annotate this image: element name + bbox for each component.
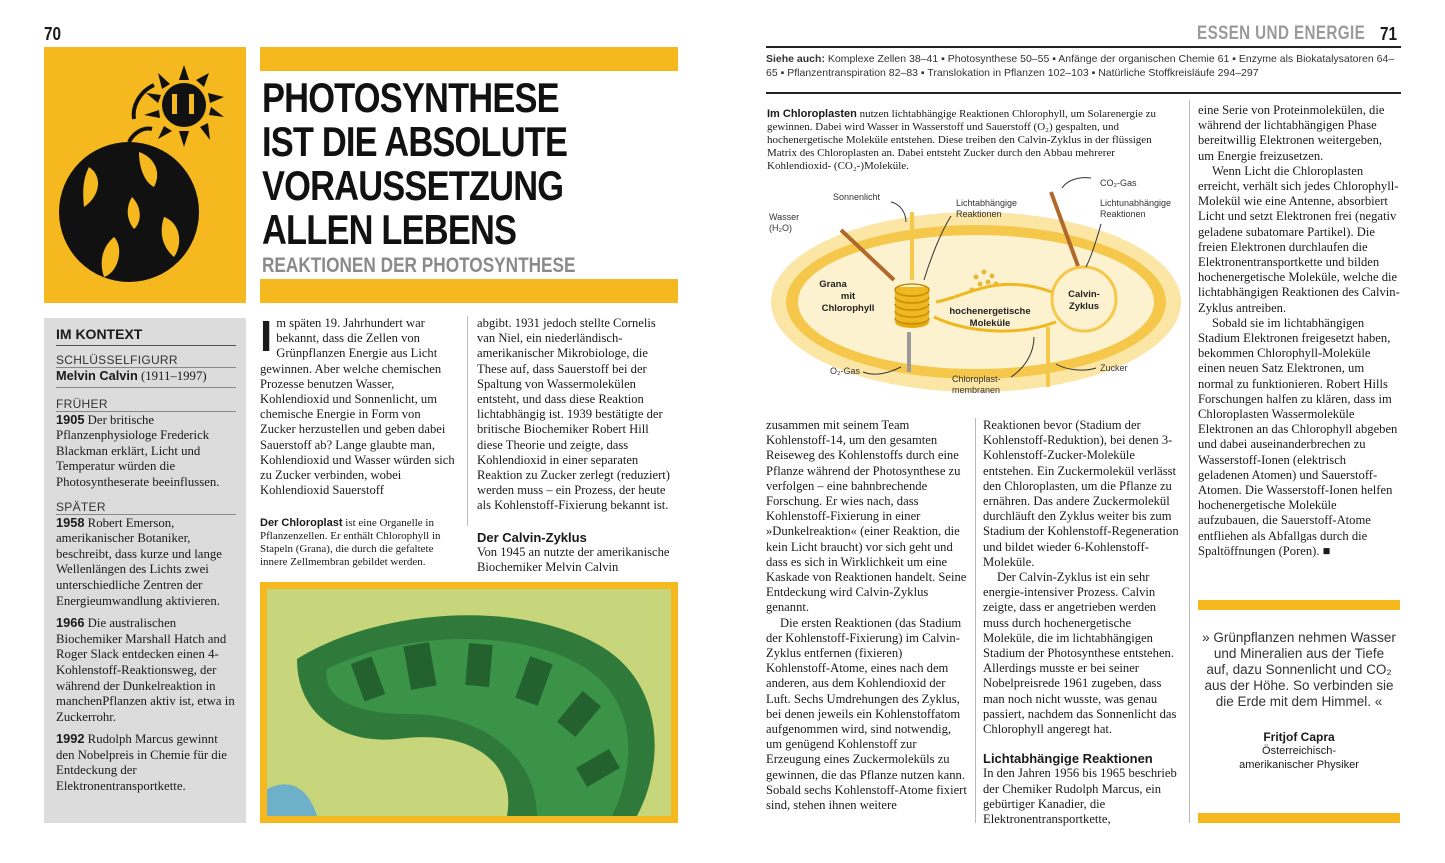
title-bar-top [260,47,678,71]
title-bar-bottom [260,279,678,303]
later-entry-3: 1992 Rudolph Marcus gewinnt den Nobelpreis in Chemie für die Entdeckung der Elektronentransportkette. [56,731,227,794]
light-heading: Lichtabhängige Reaktionen [983,751,1153,767]
label-grana-2: mit [840,291,856,302]
earlier-label: FRÜHER [56,394,236,412]
column-rule-4 [1189,100,1190,823]
quote-role: Österreichisch-amerikanischer Physiker [1239,745,1359,771]
title-block [262,76,644,278]
page-number-right: 71 [1380,24,1398,44]
body-column-1: Im späten 19. Jahrhundert war bekannt, dass die Zellen von Grünpflanzen Energie aus Licht gewinnen. Aber welche chemischen Prozesse benutzen Wasser, Kohlendioxid und Sonnenlicht, um chemische Energie in Form von Zucker herzustellen und geben dabei Sauerstoff ab? Lange glaubte man, Kohlendioxid und Wasser würden sich zu Zucker verbinden, wobei Kohlendioxid Sauerstoff [260,312,455,498]
later-entry-2: 1966 Die australischen Biochemiker Marshall Hatch and Roger Slack entdecken einen 4-Kohlenstoff-Reaktionsweg, der während der Dunkelreaktion in manchenPflanzen aktiv ist, etwa in Zuckerrohr. [56,615,235,724]
chloroplast-diagram [766,172,1186,404]
label-high-energy-1: hochenergetische [949,306,1031,317]
calvin-heading: Der Calvin-Zyklus [477,529,587,545]
see-also-rule [766,92,1401,94]
quote-author: Fritjof Capra [1263,730,1335,744]
key-figure-label: SCHLÜSSELFIGURR [56,350,236,368]
title-line-1: PHOTOSYNTHESE [262,74,559,121]
see-also: Siehe auch: Komplexe Zellen 38–41 ▪ Photosynthese 50–55 ▪ Anfänge der organischen Chemie 61 ▪ Enzyme als Biokatalysatoren 64–65 ▪ Pflanzentranspiration 82–83 ▪ Translokation in Pflanzen 102–103 ▪ Natürliche Stoffkreisläufe 294–297 [766,53,1395,79]
subtitle: REAKTIONEN DER PHOTOSYNTHESE [262,254,576,277]
label-high-energy-2: Moleküle [969,318,1011,329]
title-line-3: VORAUSSETZUNG [262,162,564,209]
label-light-dependent-1: Lichtabhängige [956,198,1018,208]
label-water-2: (H₂O) [769,223,792,233]
title-line-4: ALLEN LEBENS [262,206,517,253]
title-line-2: IST DIE ABSOLUTE [262,118,568,165]
context-sidebar [44,318,246,823]
chloroplast-caption: Der Chloroplast ist eine Organelle in Pflanzenzellen. Er enthält Chlorophyll in Stapeln (Grana), die durch die gefaltete innere Zellmembran gebildet werden. [260,517,441,568]
drop-cap: I [260,312,273,361]
label-light-dependent-2: Reaktionen [956,209,1002,219]
label-co2: CO₂-Gas [1100,178,1137,188]
label-light-independent-1: Lichtunabhängige [1100,198,1172,208]
later-label: SPÄTER [56,497,236,515]
label-sugar: Zucker [1100,363,1128,373]
quote-bar-bottom [1198,813,1400,823]
emblem-panel [44,47,246,303]
quote-text: » Grünpflanzen nehmen Wasser und Mineralien aus der Tiefe auf, dazu Sonnenlicht und CO₂ aus der Höhe. So verbinden sie die Erde mit dem Himmel. « [1202,630,1396,709]
earlier-entry: 1905 Der britische Pflanzenphysiologe Frederick Blackman erklärt, Licht und Temperatur würden die Photosyntheserate beeinflussen. [56,411,220,489]
label-calvin-2: Zyklus [1068,301,1100,312]
quote-box [1198,600,1400,823]
context-heading: IM KONTEXT [56,326,236,346]
page-number-left: 70 [44,24,62,44]
label-grana-3: Chlorophyll [821,303,875,314]
quote-bar-top [1198,600,1400,610]
body-column-3: zusammen mit seinem Team Kohlenstoff-14, um den gesamten Reiseweg des Kohlenstoffs durch eine Pflanze während der Photosynthese zu verfolgen – eine bahnbrechende Forschung. Er wies nach, dass Kohlenstoff-Fixierung in einer »Dunkelreaktion« (einer Reaktion, die kein Licht braucht) vor sich geht und dass es sich in Wirklichkeit um eine Kaskade von Reaktionen handelt. Seine Entdeckung wird Calvin-Zyklus genannt. Die ersten Reaktionen (das Stadium der Kohlenstoff-Fixierung) im Calvin-Zyklus entfernen (fixieren) Kohlenstoff-Atome, eines nach dem anderen, aus dem Kohlendioxid der Luft. Sechs Umdrehungen des Zyklus, bei denen jeweils ein Kohlenstoffatom aufgenommen wird, sind notwendig, um genügend Kohlenstoff zur Erzeugung eines Zuckermoleküls zu gewinnen, die das Pflanze nutzen kann. Sobald sechs Kohlenstoff-Atome fixiert sind, stehen ihnen weitere [766,418,967,813]
label-o2: O₂-Gas [830,366,860,376]
body-column-2: abgibt. 1931 jedoch stellte Cornelis van Niel, ein niederländisch-amerikanischer Mikrobiologe, die These auf, dass Sauerstoff bei der Spaltung von Wassermolekülen entsteht, und dass diese Reaktion lichtabhängig ist. 1939 bestätigte der britische Biochemiker Robert Hill diese Theorie und zeigte, dass Kohlendioxid in einer separaten Reaktion zu Zucker zerlegt (reduziert) werden muss – ein Prozess, der heute als Kohlenstoff-Fixierung bekannt ist. Der Calvin-Zyklus Von 1945 an nutzte der amerikanische Biochemiker Melvin Calvin [477,316,677,575]
label-sunlight: Sonnenlicht [833,192,881,202]
chloroplast-micrograph [267,589,671,816]
micrograph-frame [260,582,678,823]
diagram-caption: Im Chloroplasten nutzen lichtabhängige Reaktionen Chlorophyll, um Solarenergie zu gewinnen. Dabei wird Wasser in Wasserstoff und Sauerstoff (O₂) gespalten, und hochenergetische Moleküle entstehen. Diese treiben den Calvin-Zyklus in der flüssigen Matrix des Chloroplasten an. Dabei entsteht Zucker durch den Abbau mehrerer Kohlendioxid- (CO₂-)Moleküle. [767,108,1157,172]
key-figure: Melvin Calvin (1911–1997) [56,368,236,388]
label-membranes-2: membranen [952,385,1001,395]
label-grana-1: Grana [819,279,847,290]
label-membranes-1: Chloroplast- [952,374,1001,384]
later-entry-1: 1958 Robert Emerson, amerikanischer Botaniker, beschreibt, dass kurze und lange Wellenlängen des Lichts zwei unterschiedliche Zentren der Energieumwandlung aktivieren. [56,514,222,608]
header-rule [766,46,1401,48]
grana-stack [895,284,929,328]
label-calvin-1: Calvin- [1068,289,1100,300]
sun-globe-plug-icon [44,47,246,303]
label-water-1: Wasser [769,212,800,222]
running-head: ESSEN UND ENERGIE [1196,23,1365,44]
body-column-4: Reaktionen bevor (Stadium der Kohlenstoff-Reduktion), bei denen 3-Kohlenstoff-Zucker-Moleküle entstehen. Ein Zuckermolekül verlässt den Chloroplasten, um die Pflanze zu ernähren. Das andere Zuckermolekül durchläuft den Zyklus weiter bis zum Stadium der Kohlenstoff-Regeneration und bildet wieder 6-Kohlenstoff-Moleküle. Der Calvin-Zyklus ist ein sehr energie-intensiver Prozess. Calvin zeigte, dass er angetrieben werden muss durch hochenergetische Moleküle, die im lichtabhängigen Stadium der Photosynthese entstehen. Allerdings musste er bei seiner Nobelpreisrede 1961 zugeben, dass man noch nicht wusste, was genau passiert, nachdem das Sonnenlicht das Chlorophyll angeregt hat. Lichtabhängige Reaktionen In den Jahren 1956 bis 1965 beschrieb der Chemiker Rudolph Marcus, ein gebürtiger Kanadier, die Elektronentransportkette, [983,418,1183,827]
body-column-5: eine Serie von Proteinmolekülen, die während der lichtabhängigen Phase bereitwillig Elektronen weitergeben, um Energie freizusetzen. Wenn Licht die Chloroplasten erreicht, verhält sich jedes Chlorophyll-Molekül wie eine Antenne, absorbiert Licht und setzt Elektronen frei (negativ geladene subatomare Partikel). Die freien Elektronen durchlaufen die Elektronentransportkette und bilden hochenergetische Moleküle, welche die lichtabhängigen Reaktionen des Calvin-Zyklus antreiben. Sobald sie im lichtabhängigen Stadium Elektronen freigesetzt haben, bekommen Chlorophyll-Moleküle einen neuen Satz Elektronen, um normal zu funktionieren. Robert Hills Forschungen halfen zu klären, dass im Chloroplasten Wassermoleküle Elektronen an das Chlorophyll abgeben und dabei auseinanderbrechen zu Wasserstoff-Ionen (elektrisch geladenen Atomen) und Sauerstoff-Atomen. Die Wasserstoff-Ionen helfen hochenergetische Moleküle aufzubauen, die Sauerstoff-Atome entfliehen als Abfallgas durch die Spaltöffnungen (Poren). ■ [1198,103,1400,558]
column-rule-3 [975,418,976,823]
label-light-independent-2: Reaktionen [1100,209,1146,219]
column-rule [467,316,468,526]
